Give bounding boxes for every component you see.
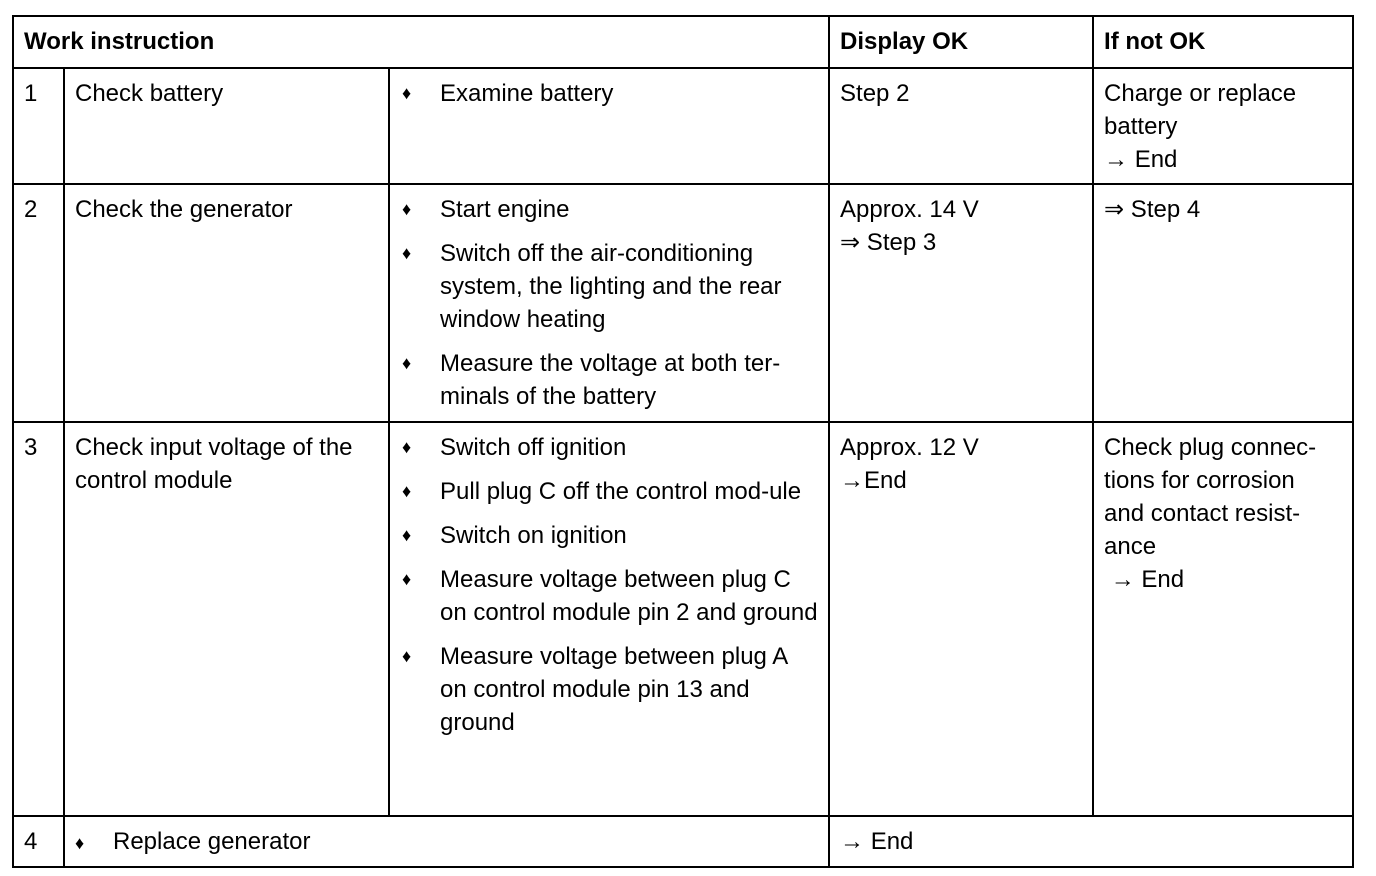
diamond-bullet-icon: ♦ [402,243,412,263]
steps-cell [389,184,829,422]
task-cell: ♦ Replace generator [64,816,829,867]
steps-cell [389,68,829,184]
list-item: ♦ Switch off the air-conditioning system, the lighting and the rear window heating [400,237,818,336]
diamond-bullet-icon: ♦ [402,199,412,219]
table-row [13,816,1353,867]
list-item: ♦ Measure voltage between plug A on control module pin 13 and ground [400,640,818,739]
diamond-bullet-icon: ♦ [402,353,412,373]
table-row [13,422,1353,816]
display-ok-cell: → End [829,816,1353,867]
list-item: ♦ Switch on ignition [400,519,818,552]
task-cell: Check battery [64,68,389,184]
display-ok-cell: Approx. 12 V →End [829,422,1093,816]
header-work-instruction: Work instruction [13,16,829,68]
header-display-ok: Display OK [829,16,1093,68]
list-item: ♦ Examine battery [400,77,818,110]
task-cell: Check input voltage of the control module [64,422,389,816]
if-not-ok-cell: Charge or replace battery → End [1093,68,1353,184]
table-row [13,184,1353,422]
work-instruction-table [12,15,1354,868]
display-ok-cell: Step 2 [829,68,1093,184]
table-row [13,68,1353,184]
diamond-bullet-icon: ♦ [402,481,412,501]
diamond-bullet-icon: ♦ [402,646,412,666]
step-number: 4 [13,816,64,867]
diamond-bullet-icon: ♦ [75,833,85,853]
list-item: ♦ Start engine [400,193,818,226]
step-number: 2 [13,184,64,422]
step-number: 1 [13,68,64,184]
task-cell: Check the generator [64,184,389,422]
diamond-bullet-icon: ♦ [402,525,412,545]
diamond-bullet-icon: ♦ [402,437,412,457]
steps-cell [389,422,829,816]
list-item: ♦ Measure the voltage at both ter-minals of the battery [400,347,818,413]
header-row [13,16,1353,68]
diamond-bullet-icon: ♦ [402,83,412,103]
list-item: ♦ Pull plug C off the control mod-ule [400,475,818,508]
list-item: ♦ Measure voltage between plug C on control module pin 2 and ground [400,563,818,629]
step-number: 3 [13,422,64,816]
header-if-not-ok: If not OK [1093,16,1353,68]
if-not-ok-cell: ⇒ Step 4 [1093,184,1353,422]
display-ok-cell: Approx. 14 V ⇒ Step 3 [829,184,1093,422]
diamond-bullet-icon: ♦ [402,569,412,589]
list-item: ♦ Switch off ignition [400,431,818,464]
if-not-ok-cell: Check plug connec- tions for corrosion and contact resist- ance → End [1093,422,1353,816]
